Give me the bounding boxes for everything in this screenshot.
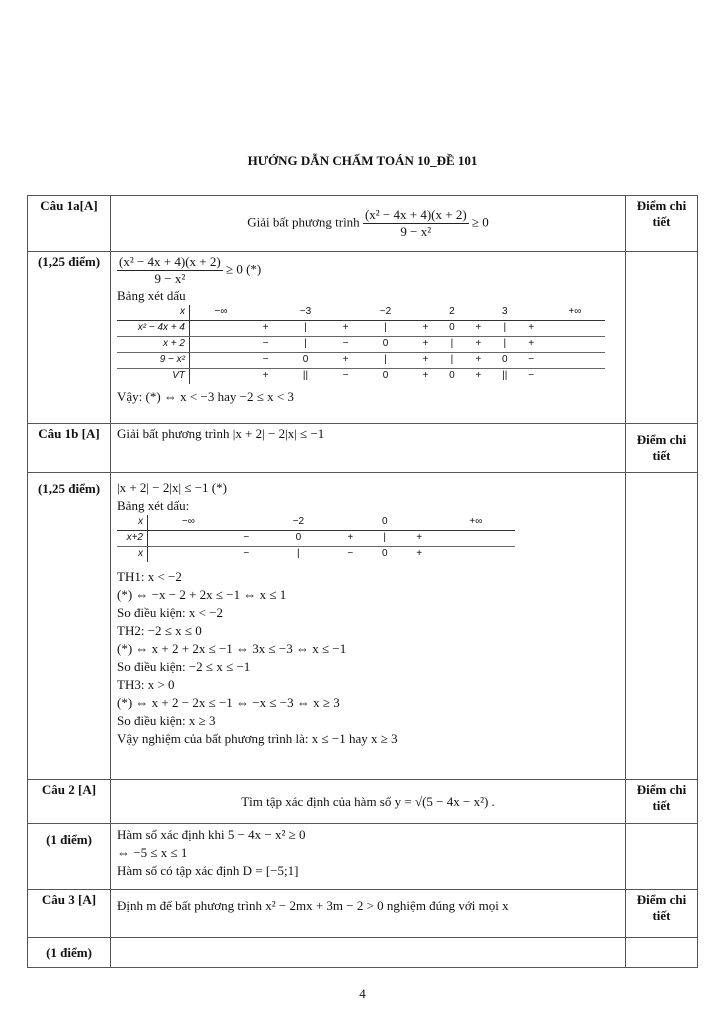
q2-prompt: Tìm tập xác định của hàm số y = √(5 − 4x − x²) . <box>111 780 626 824</box>
q1a-solution <box>111 252 626 424</box>
q1a-points: (1,25 điểm) <box>28 252 111 424</box>
q2-solution-row <box>28 824 698 890</box>
q1b-line-0: |x + 2| − 2|x| ≤ −1 (*) <box>117 480 227 495</box>
q1a-sign-row <box>117 337 605 353</box>
q1a-sign-cell: + <box>475 370 482 381</box>
q1a-sign-row <box>117 353 605 369</box>
q1a-sign-cell: + <box>518 337 545 353</box>
q1a-sign-cell: || <box>502 370 508 381</box>
grading-table <box>27 195 698 968</box>
q2-score-header: Điểm chi tiết <box>626 780 698 824</box>
q1a-sign-cell: 0 <box>492 353 518 369</box>
q1a-sol-relation: ≥ 0 (*) <box>225 261 262 277</box>
q1a-sign-label-cell: 9 − x² <box>117 353 190 369</box>
q1a-sign-cell: + <box>412 337 439 353</box>
q1a-solution-row <box>28 252 698 424</box>
q1a-sign-cell: + <box>332 353 359 369</box>
q2-points: (1 điểm) <box>28 824 111 890</box>
q2-label: Câu 2 [A] <box>28 780 111 824</box>
q1a-sign-cell: | <box>279 321 332 337</box>
q1a-sign-cell: − <box>252 353 279 369</box>
q1b-sign-cell: − <box>229 531 264 547</box>
q1a-sign-cell: 2 <box>439 305 465 321</box>
q1b-sign-cell: + <box>333 531 368 547</box>
q1b-case-line: So điều kiện: −2 ≤ x ≤ −1 <box>117 659 251 674</box>
q1a-sign-cell <box>190 337 252 353</box>
q1b-sign-table <box>117 515 515 562</box>
q1a-sign-cell: | <box>492 337 518 353</box>
q1a-sign-cell: 0 <box>279 353 332 369</box>
q1a-sign-cell: + <box>252 321 279 337</box>
q1a-sign-cell <box>332 305 359 321</box>
q3-solution-row <box>28 938 698 968</box>
q1b-sign-label-cell: x <box>117 515 148 531</box>
q1a-sign-cell: +∞ <box>545 305 605 321</box>
q1b-sign-cell: + <box>402 531 437 547</box>
q1b-sign-cell: | <box>297 548 300 559</box>
q1a-sign-header <box>117 305 605 321</box>
q1a-fraction <box>363 207 469 240</box>
q1a-denominator: 9 − x² <box>400 224 432 239</box>
q1a-sign-cell: + <box>412 321 439 337</box>
q1b-sign-cell: −2 <box>264 515 333 531</box>
q1b-sign-cell <box>229 515 264 531</box>
q3-solution <box>111 938 626 968</box>
q1a-sign-cell: − <box>252 337 279 353</box>
q1b-sign-cell <box>148 531 229 547</box>
q1b-solution <box>111 473 626 780</box>
q1b-sign-label-cell: x+2 <box>117 531 148 547</box>
q1a-relation: ≥ 0 <box>471 214 489 230</box>
q1a-sign-cell: + <box>262 370 269 381</box>
q1b-sign-cell <box>437 531 515 547</box>
q1b-solution-row <box>28 473 698 780</box>
q1a-sign-cell: 0 <box>382 370 389 381</box>
q1b-label: Câu 1b [A] <box>28 424 111 473</box>
q1a-score-cell <box>626 252 698 424</box>
q1a-table-title: Bảng xét dấu <box>117 288 186 303</box>
q1b-sign-cell: −∞ <box>148 515 229 531</box>
q1b-case-line: So điều kiện: x < −2 <box>117 605 224 620</box>
q1a-prompt-cell <box>111 196 626 252</box>
q1b-sign-row <box>117 547 515 563</box>
q1a-sign-cell <box>190 369 252 385</box>
q1b-sign-cell: 0 <box>381 548 388 559</box>
q1b-sign-cell: +∞ <box>437 515 515 531</box>
q1a-sign-cell <box>545 353 605 369</box>
q1a-sol-denominator: 9 − x² <box>154 271 186 286</box>
q1a-sign-cell: −3 <box>279 305 332 321</box>
q1a-sign-cell: −2 <box>359 305 412 321</box>
q1b-sign-cell <box>333 515 368 531</box>
q1a-sign-cell <box>190 353 252 369</box>
q1a-sign-label-cell: x + 2 <box>117 337 190 353</box>
q1b-sign-cell: − <box>347 548 354 559</box>
q1b-sign-cell: + <box>416 548 423 559</box>
q1a-label: Câu 1a[A] <box>28 196 111 252</box>
q1a-sign-cell: + <box>412 353 439 369</box>
q1a-sign-cell: −∞ <box>190 305 252 321</box>
q2-line-2: Hàm số có tập xác định D = [−5;1] <box>117 863 299 878</box>
q1b-points: (1,25 điểm) <box>28 473 111 780</box>
q1b-case-line: TH3: x > 0 <box>117 677 175 692</box>
q1b-sign-header <box>117 515 515 531</box>
q1a-sign-cell: + <box>422 370 429 381</box>
q1b-sign-cell <box>148 547 229 563</box>
page-number: 4 <box>359 986 366 1001</box>
q1a-score-header: Điểm chi tiết <box>626 196 698 252</box>
q1a-sign-cell: 0 <box>439 321 465 337</box>
q1b-score-cell <box>626 473 698 780</box>
q1a-sign-cell: | <box>439 353 465 369</box>
q1b-case-line: (*) ⇔ x + 2 + 2x ≤ −1 ⇔ 3x ≤ −3 ⇔ x ≤ −1 <box>117 641 347 656</box>
q1b-score-header: Điểm chi tiết <box>626 424 698 473</box>
q2-line-1: ⇔ −5 ≤ x ≤ 1 <box>117 845 188 860</box>
q1b-sign-cell: − <box>243 548 250 559</box>
q1a-sign-row <box>117 321 605 337</box>
q1b-cases <box>117 568 619 748</box>
q1a-sign-cell: + <box>518 321 545 337</box>
q2-solution <box>111 824 626 890</box>
q1a-sign-label-cell: VT <box>117 369 190 385</box>
q1b-line-1: Bảng xét dấu: <box>117 498 190 513</box>
q1a-sol-numerator: (x² − 4x + 4)(x + 2) <box>119 254 221 269</box>
q1b-sign-row <box>117 531 515 547</box>
q2-score-cell <box>626 824 698 890</box>
q3-prompt: Định m để bất phương trình x² − 2mx + 3m − 2 > 0 nghiệm đúng với mọi x <box>111 890 626 938</box>
q1b-sign-cell: | <box>368 531 402 547</box>
q1a-sign-cell: + <box>332 321 359 337</box>
q3-score-cell <box>626 938 698 968</box>
q1a-sol-fraction <box>117 254 223 287</box>
q1a-sign-cell: − <box>528 370 535 381</box>
q1a-sign-cell: | <box>359 353 412 369</box>
q2-header-row <box>28 780 698 824</box>
q1a-sign-cell: + <box>465 321 492 337</box>
q1a-sign-cell: + <box>465 353 492 369</box>
q2-line-0: Hàm số xác định khi 5 − 4x − x² ≥ 0 <box>117 827 306 842</box>
q1b-sign-cell: 0 <box>264 531 333 547</box>
q1a-sign-cell: − <box>342 370 349 381</box>
q1b-sign-cell: 0 <box>368 515 402 531</box>
q1a-sign-cell <box>545 337 605 353</box>
q1a-sign-cell <box>190 321 252 337</box>
q1a-numerator: (x² − 4x + 4)(x + 2) <box>364 207 467 222</box>
q1a-sign-cell: + <box>465 337 492 353</box>
q1a-sign-cell: 0 <box>449 370 455 381</box>
q1a-sign-cell: | <box>279 337 332 353</box>
q3-header-row <box>28 890 698 938</box>
q1b-case-line: (*) ⇔ −x − 2 + 2x ≤ −1 ⇔ x ≤ 1 <box>117 587 287 602</box>
q1a-sign-label-cell: x <box>117 305 190 321</box>
q1a-sign-cell <box>252 305 279 321</box>
q1b-case-line: (*) ⇔ x + 2 − 2x ≤ −1 ⇔ −x ≤ −3 ⇔ x ≥ 3 <box>117 695 340 710</box>
q1a-sign-cell: | <box>439 337 465 353</box>
q1a-sign-cell: − <box>332 337 359 353</box>
q3-points: (1 điểm) <box>28 938 111 968</box>
q1b-case-line: So điều kiện: x ≥ 3 <box>117 713 216 728</box>
q3-label: Câu 3 [A] <box>28 890 111 938</box>
q1b-case-line: TH1: x < −2 <box>117 569 182 584</box>
q1a-sign-cell <box>412 305 439 321</box>
q1a-sign-cell <box>545 369 605 385</box>
q1b-case-line: Vậy nghiệm của bất phương trình là: x ≤ −1 hay x ≥ 3 <box>117 731 398 746</box>
q1a-sign-cell: − <box>518 353 545 369</box>
q1a-sign-cell: 3 <box>492 305 518 321</box>
q1b-sign-cell <box>402 515 437 531</box>
q1a-sign-cell <box>465 305 492 321</box>
q1a-sign-row <box>117 369 605 385</box>
q1b-header-row <box>28 424 698 473</box>
q1b-sign-label-cell: x <box>117 547 148 563</box>
q1a-sign-cell: | <box>359 321 412 337</box>
q1a-header-row <box>28 196 698 252</box>
q1a-conclusion: Vậy: (*) ⇔ x < −3 hay −2 ≤ x < 3 <box>117 389 294 404</box>
q1a-sign-cell: | <box>492 321 518 337</box>
q1a-sign-table <box>117 305 605 384</box>
q1a-sign-label-cell: x² − 4x + 4 <box>117 321 190 337</box>
q3-score-header: Điểm chi tiết <box>626 890 698 938</box>
q1a-prompt: Giải bất phương trình <box>247 214 360 230</box>
q1b-prompt: Giải bất phương trình |x + 2| − 2|x| ≤ −1 <box>111 424 626 473</box>
q1a-sign-cell <box>518 305 545 321</box>
q1b-sign-cell <box>437 547 515 563</box>
q1b-case-line: TH2: −2 ≤ x ≤ 0 <box>117 623 202 638</box>
q1a-sign-cell: || <box>302 370 309 381</box>
q1a-sign-cell: 0 <box>359 337 412 353</box>
page-title: HƯỚNG DẪN CHẤM TOÁN 10_ĐỀ 101 <box>247 153 478 168</box>
q1a-sign-cell <box>545 321 605 337</box>
